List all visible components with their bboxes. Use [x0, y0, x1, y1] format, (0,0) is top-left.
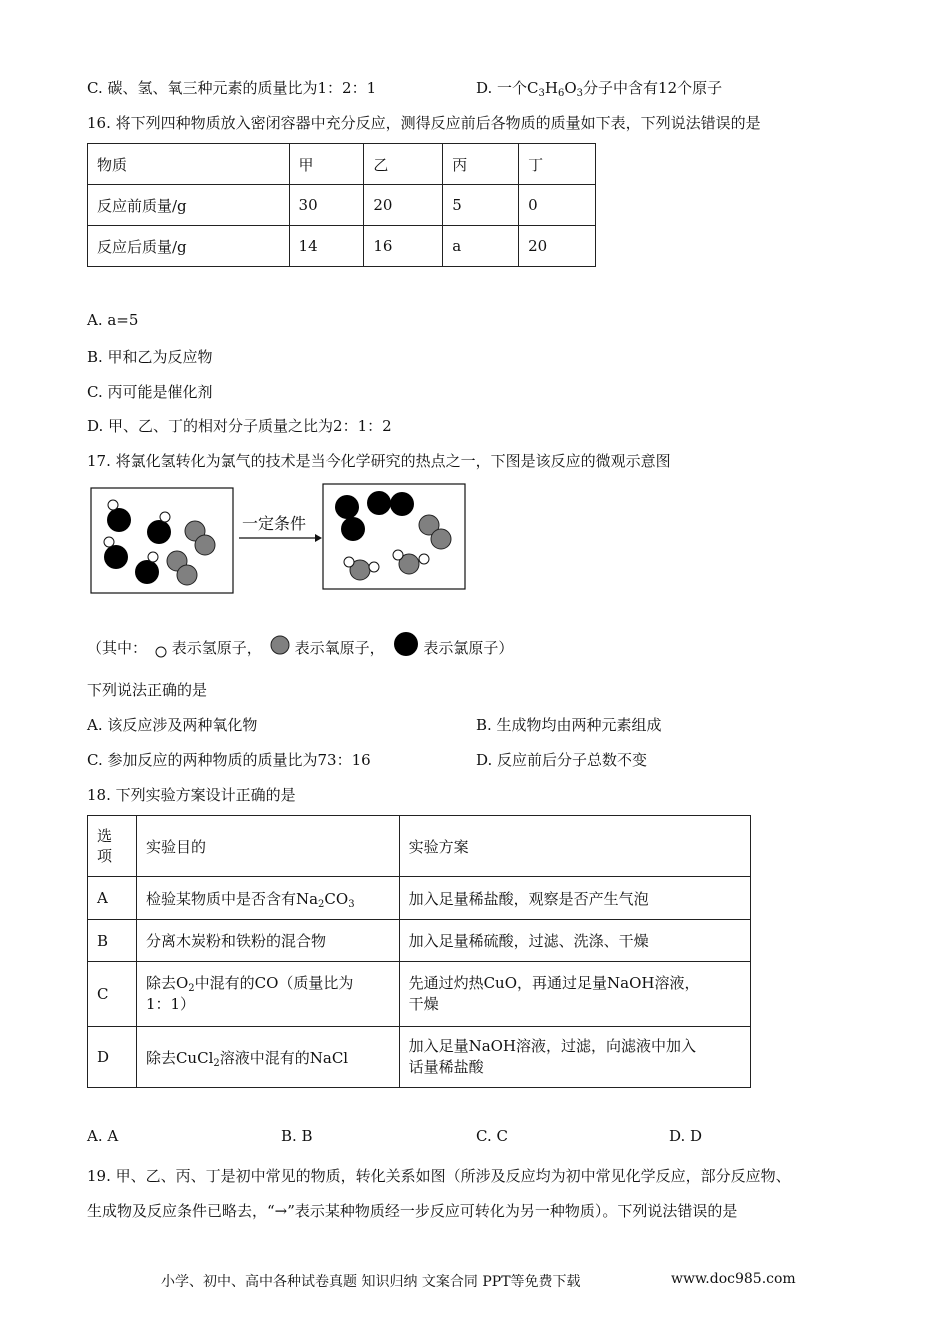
header-purpose: 实验目的: [136, 816, 399, 877]
q15-option-c: C. 碳、氢、氧三种元素的质量比为1：2：1: [87, 79, 377, 97]
arrow-head: [315, 534, 322, 542]
purpose-cell: 检验某物质中是否含有$Na_2CO_3$: [136, 877, 399, 920]
option-cell: C: [88, 962, 137, 1027]
chlorine-atom-icon: [393, 632, 419, 658]
table-cell: a: [443, 226, 519, 267]
q18-option-a: A. A: [87, 1127, 119, 1145]
table-cell: 20: [519, 226, 596, 267]
table-cell: 5: [443, 185, 519, 226]
hydrogen-atom-icon: [154, 644, 168, 658]
q16-option-b: B. 甲和乙为反应物: [87, 348, 213, 366]
header-cell: 甲: [289, 144, 364, 185]
table-cell: 14: [289, 226, 364, 267]
table-row: [88, 226, 596, 267]
purpose-cell: 除去CuCl$_2$溶液中混有的NaCl: [136, 1027, 399, 1088]
purpose-cell: 分离木炭粉和铁粉的混合物: [136, 920, 399, 962]
q18-experiment-table: [87, 815, 751, 1088]
legend-oxygen: 表示氧原子，: [294, 639, 385, 657]
q16-option-d: D. 甲、乙、丁的相对分子质量之比为2：1：2: [87, 417, 392, 435]
products-box: [323, 484, 465, 589]
header-option: 选 项: [88, 816, 137, 877]
q19-stem-line1: 19. 甲、乙、丙、丁是初中常见的物质，转化关系如图（所涉及反应均为初中常见化学反应，部分反应物、: [87, 1167, 791, 1185]
q17-option-d: D. 反应前后分子总数不变: [476, 751, 648, 769]
q17-option-b: B. 生成物均由两种元素组成: [476, 716, 662, 734]
table-row: [88, 1027, 751, 1088]
purpose-cell: 除去$O_2$中混有的CO（质量比为 1：1）: [136, 962, 399, 1027]
reactants-box: [91, 488, 233, 593]
table-header-row: [88, 816, 751, 877]
header-cell: 丙: [443, 144, 519, 185]
legend-chlorine: 表示氯原子）: [423, 639, 514, 657]
table-cell: 30: [289, 185, 364, 226]
q16-stem: 16. 将下列四种物质放入密闭容器中充分反应，测得反应前后各物质的质量如下表，下列说法错误的是: [87, 114, 761, 132]
oxygen-atom-icon: [269, 635, 291, 657]
footer-link[interactable]: www.doc985.com: [671, 1271, 796, 1287]
header-cell: 乙: [364, 144, 443, 185]
table-cell: 20: [364, 185, 443, 226]
q17-legend: [87, 632, 513, 658]
table-row: [88, 877, 751, 920]
q17-prompt: 下列说法正确的是: [87, 681, 208, 699]
q16-option-c: C. 丙可能是催化剂: [87, 383, 213, 401]
plan-cell: 先通过灼热CuO，再通过足量NaOH溶液， 干燥: [399, 962, 750, 1027]
table-cell: 反应后质量/g: [88, 226, 290, 267]
option-cell: A: [88, 877, 137, 920]
table-header-row: [88, 144, 596, 185]
option-cell: D: [88, 1027, 137, 1088]
reaction-micro-diagram: [87, 482, 472, 597]
q18-option-b: B. B: [281, 1127, 313, 1145]
table-row: [88, 920, 751, 962]
plan-cell: 加入足量稀盐酸，观察是否产生气泡: [399, 877, 750, 920]
q15-option-d: D. 一个$C_3H_6O_3$分子中含有12个原子: [476, 79, 723, 99]
q18-option-c: C. C: [476, 1127, 508, 1145]
table-cell: 0: [519, 185, 596, 226]
header-cell: 物质: [88, 144, 290, 185]
table-row: [88, 185, 596, 226]
header-plan: 实验方案: [399, 816, 750, 877]
q17-option-a: A. 该反应涉及两种氧化物: [87, 716, 258, 734]
plan-cell: 加入足量稀硫酸，过滤、洗涤、干燥: [399, 920, 750, 962]
q17-option-c: C. 参加反应的两种物质的质量比为73：16: [87, 751, 371, 769]
table-row: [88, 962, 751, 1027]
q17-stem: 17. 将氯化氢转化为氯气的技术是当今化学研究的热点之一，下图是该反应的微观示意图: [87, 452, 671, 470]
option-cell: B: [88, 920, 137, 962]
header-cell: 丁: [519, 144, 596, 185]
plan-cell: 加入足量NaOH溶液，过滤，向滤液中加入 话量稀盐酸: [399, 1027, 750, 1088]
q18-stem: 18. 下列实验方案设计正确的是: [87, 786, 296, 804]
table-cell: 16: [364, 226, 443, 267]
q18-option-d: D. D: [669, 1127, 703, 1145]
q16-option-a: A. a=5: [87, 311, 139, 329]
arrow-label: 一定条件: [242, 516, 307, 533]
legend-open: （其中：: [87, 639, 148, 657]
table-cell: 反应前质量/g: [88, 185, 290, 226]
q16-mass-table: [87, 143, 596, 267]
q19-stem-line2: 生成物及反应条件已略去，“→”表示某种物质经一步反应可转化为另一种物质）。下列说法错误的是: [87, 1202, 738, 1220]
legend-hydrogen: 表示氢原子，: [171, 639, 262, 657]
footer-text: 小学、初中、高中各种试卷真题 知识归纳 文案合同 PPT等免费下载: [161, 1274, 581, 1290]
